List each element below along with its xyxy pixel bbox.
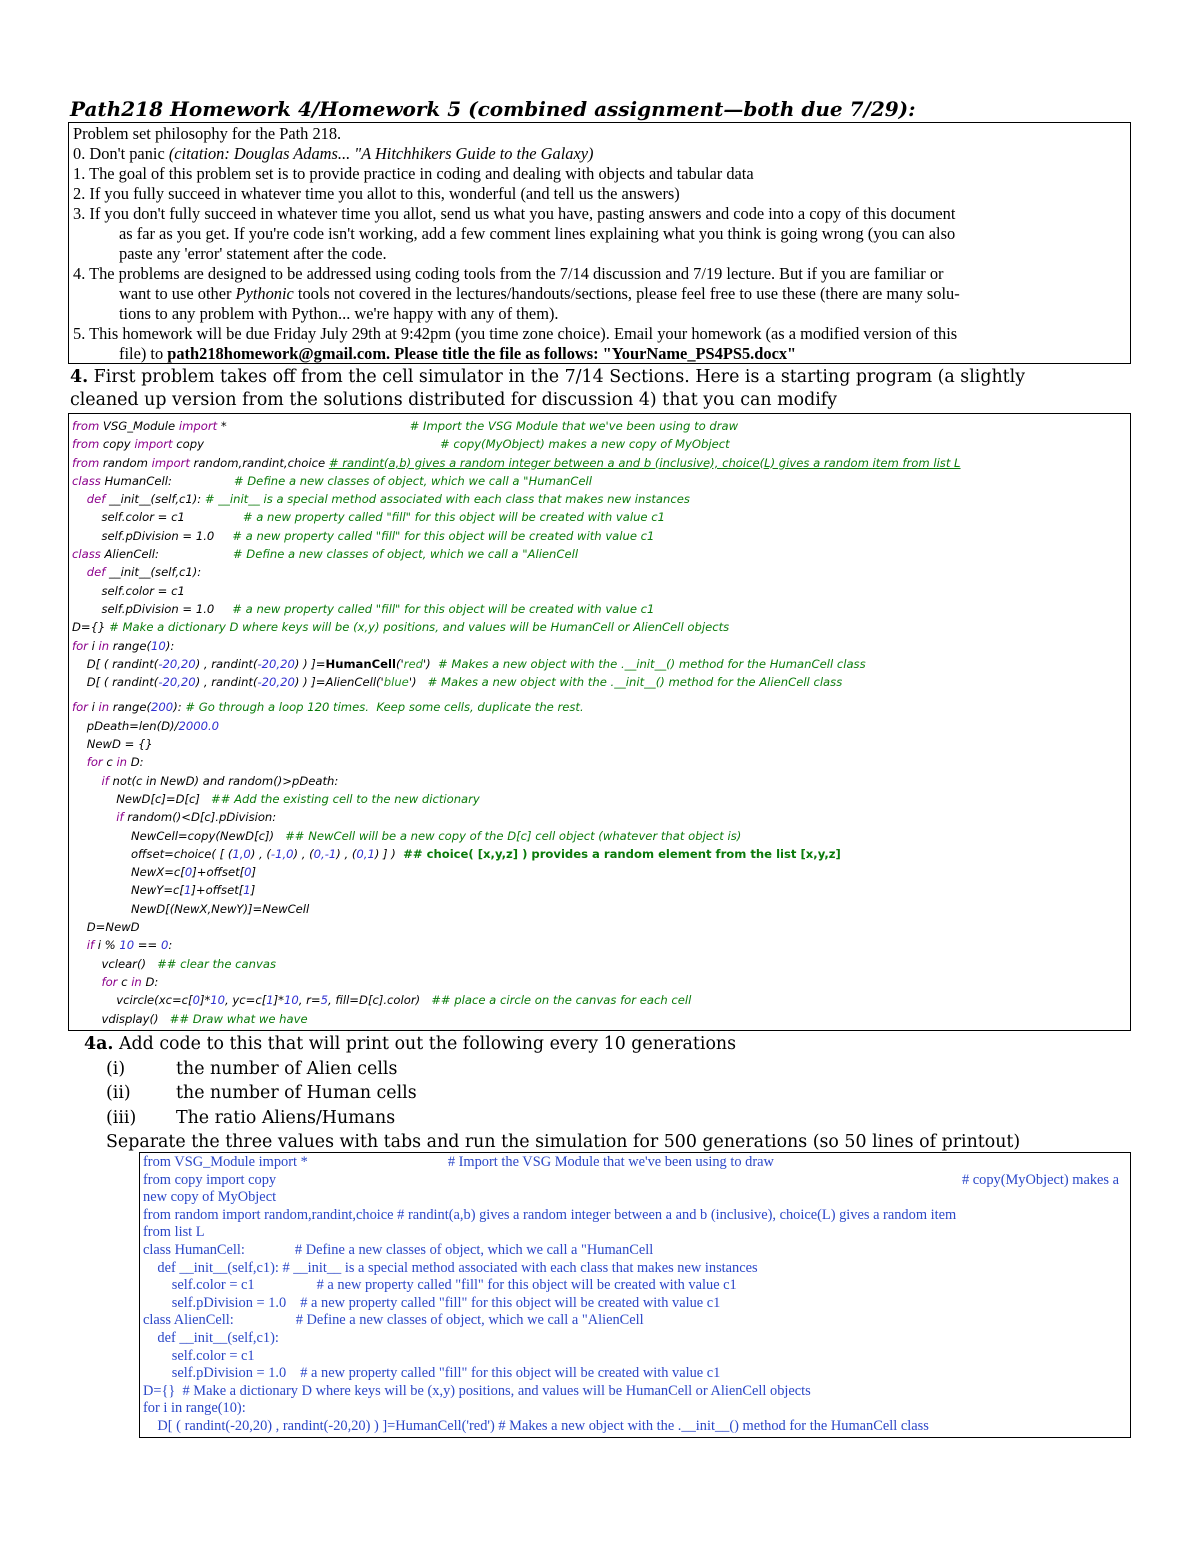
question-4a: 4a. Add code to this that will print out the following every 10 generations (i) the number of Alien cells (ii) the number of Human cells (iii) The ratio Aliens/Humans Separate the three values with tabs and run the simulation for 500 generations (so 50 lines of printout) [84,1032,1144,1155]
philosophy-item-3-cont: paste any 'error' statement after the code. [119,244,387,263]
list-item: (i) the number of Alien cells [106,1058,398,1079]
philosophy-item-4-cont: tions to any problem with Python... we're happy with any of them). [119,304,559,323]
code-line: self.pDivision = 1.0 # a new property called "fill" for this object will be created with value c1 [143,1365,721,1382]
philosophy-item-2: 2. If you fully succeed in whatever time you allot to this, wonderful (and tell us the answers) [73,184,680,203]
question-4-line2: cleaned up version from the solutions distributed for discussion 4) that you can modify [70,390,838,410]
code-line: for c in D: [101,974,159,989]
code-line: from VSG_Module import * # Import the VSG Module that we've been using to draw [143,1154,774,1170]
philosophy-item-3-cont: as far as you get. If you're code isn't working, add a few comment lines explaining what you think is going wrong (you can also [119,224,956,243]
philosophy-item-1: 1. The goal of this problem set is to provide practice in coding and dealing with objects and tabular data [73,164,754,183]
question-4a-instructions: Separate the three values with tabs and run the simulation for 500 generations (so 50 lines of printout) [106,1132,1021,1152]
code-line: D={} # Make a dictionary D where keys will be (x,y) positions, and values will be HumanCell or AlienCell objects [143,1382,811,1399]
code-line: self.color = c1 [101,583,185,598]
question-4: 4. First problem takes off from the cell simulator in the 7/14 Sections. Here is a starting program (a slightly cleaned up version from the solutions distributed for discussion 4) that you can modify [70,366,1130,412]
code-line: D[ ( randint(-20,20) , randint(-20,20) ) ]=HumanCell('red') # Makes a new object with the .__init__() method for the HumanCell class [86,656,866,671]
code-line: D[ ( randint(-20,20) , randint(-20,20) ) ]=HumanCell('red') # Makes a new object with the .__init__() method for the HumanCell class [143,1417,929,1434]
code-line: pDeath=len(D)/2000.0 [86,718,220,733]
code-line: from VSG_Module import * # Import the VSG Module that we've been using to draw [72,419,739,433]
code-line: vclear() ## clear the canvas [101,956,277,971]
code-line: vdisplay() ## Draw what we have [101,1011,308,1026]
email-link[interactable]: path218homework@gmail.com. Please title the file as follows: "YourName_PS4PS5.docx" [167,344,797,363]
code-line: self.pDivision = 1.0 # a new property called "fill" for this object will be created with value c1 [101,601,655,616]
code-line: def __init__(self,c1): # __init__ is a special method associated with each class that makes new instances [143,1259,758,1276]
code-line: class HumanCell: # Define a new classes of object, which we call a "HumanCell [143,1241,654,1258]
code-line: vcircle(xc=c[0]*10, yc=c[1]*10, r=5, fill=D[c].color) ## place a circle on the canvas for each cell [116,993,692,1008]
code-line: for i in range(200): # Go through a loop 120 times. Keep some cells, duplicate the rest. [72,700,584,715]
code-line: offset=choice( [ (1,0) , (-1,0) , (0,-1) , (0,1) ] ) ## choice( [x,y,z] ) provides a random element from the list [x,y,z] [130,846,841,861]
code-line: from list L [143,1224,205,1241]
philosophy-item-5: 5. This homework will be due Friday July 29th at 9:42pm (you time zone choice). Email your homework (as a modified version of this [73,324,958,343]
code-line: self.color = c1 # a new property called "fill" for this object will be created with value c1 [143,1277,737,1294]
code-line: NewD = {} [86,737,153,752]
answer-code-block [139,1152,1131,1438]
code-line: D={} # Make a dictionary D where keys will be (x,y) positions, and values will be HumanCell or AlienCell objects [72,620,730,635]
code-line: from copy import copy # copy(MyObject) makes a new copy of MyObject [72,437,730,452]
philosophy-item-4: 4. The problems are designed to be addressed using coding tools from the 7/14 discussion and 7/19 lecture. But if you are familiar or [73,264,944,283]
code-line: NewCell=copy(NewD[c]) ## NewCell will be a new copy of the D[c] cell object (whatever that object is) [130,828,742,843]
page-title: Path218 Homework 4/Homework 5 (combined assignment—both due 7/29): [70,97,916,121]
list-item: (iii) The ratio Aliens/Humans [106,1107,396,1128]
philosophy-item-4-cont: want to use other Pythonic tools not covered in the lectures/handouts/sections, please feel free to use these (there are many solu- [119,284,960,303]
code-line: if i % 10 == 0: [86,938,173,953]
code-line: if random()<D[c].pDivision: [116,810,277,825]
question-4-number: 4. [70,367,89,387]
code-line: from random import random,randint,choice # randint(a,b) gives a random integer between a and b (inclusive), choice(L) gives a random item from list L [72,455,961,470]
philosophy-item-5-cont: file) to path218homework@gmail.com. Please title the file as follows: "YourName_PS4PS5.docx" [119,344,797,363]
code-line: new copy of MyObject [143,1189,277,1206]
code-line: def __init__(self,c1): [86,565,202,580]
code-line: def __init__(self,c1): [143,1329,279,1346]
code-line: self.color = c1 # a new property called "fill" for this object will be created with value c1 [101,510,665,525]
code-line: NewD[(NewX,NewY)]=NewCell [130,901,310,916]
code-line: self.pDivision = 1.0 # a new property called "fill" for this object will be created with value c1 [143,1294,721,1311]
code-line: class HumanCell: # Define a new classes of object, which we call a "HumanCell [72,473,592,488]
code-line: def __init__(self,c1): # __init__ is a special method associated with each class that makes new instances [86,492,690,507]
philosophy-item-3: 3. If you don't fully succeed in whatever time you allot, send us what you have, pasting answers and code into a copy of this document [73,204,956,223]
code-line: D=NewD [86,920,140,935]
code-line: from random import random,randint,choice # randint(a,b) gives a random integer between a and b (inclusive), choice(L) gives a random item [143,1206,957,1223]
code-line: self.pDivision = 1.0 # a new property called "fill" for this object will be created with value c1 [101,528,655,543]
code-line: for c in D: [86,755,144,770]
code-line: self.color = c1 [143,1347,255,1364]
code-line: class AlienCell: # Define a new classes of object, which we call a "AlienCell [72,547,579,562]
philosophy-box [68,122,1131,364]
code-line: for i in range(10): [72,638,175,653]
code-line: NewY=c[1]+offset[1] [130,883,256,898]
question-4a-number: 4a. [84,1034,114,1054]
code-line: for i in range(10): [143,1400,246,1417]
code-line: D[ ( randint(-20,20) , randint(-20,20) ) ]=AlienCell('blue') # Makes a new object with the .__init__() method for the AlienCell class [86,675,843,690]
list-item: (ii) the number of Human cells [106,1083,417,1103]
philosophy-heading: Problem set philosophy for the Path 218. [73,124,342,143]
code-line: NewX=c[0]+offset[0] [130,865,257,880]
code-line: if not(c in NewD) and random()>pDeath: [101,773,339,788]
philosophy-item-0: 0. Don't panic (citation: Douglas Adams... "A Hitchhikers Guide to the Galaxy) [73,144,594,163]
code-line: NewD[c]=D[c] ## Add the existing cell to the new dictionary [116,791,480,806]
starter-code-block [68,413,1131,1031]
code-line: class AlienCell: # Define a new classes of object, which we call a "AlienCell [143,1312,644,1329]
code-line: from copy import copy # copy(MyObject) makes a [143,1171,1119,1188]
